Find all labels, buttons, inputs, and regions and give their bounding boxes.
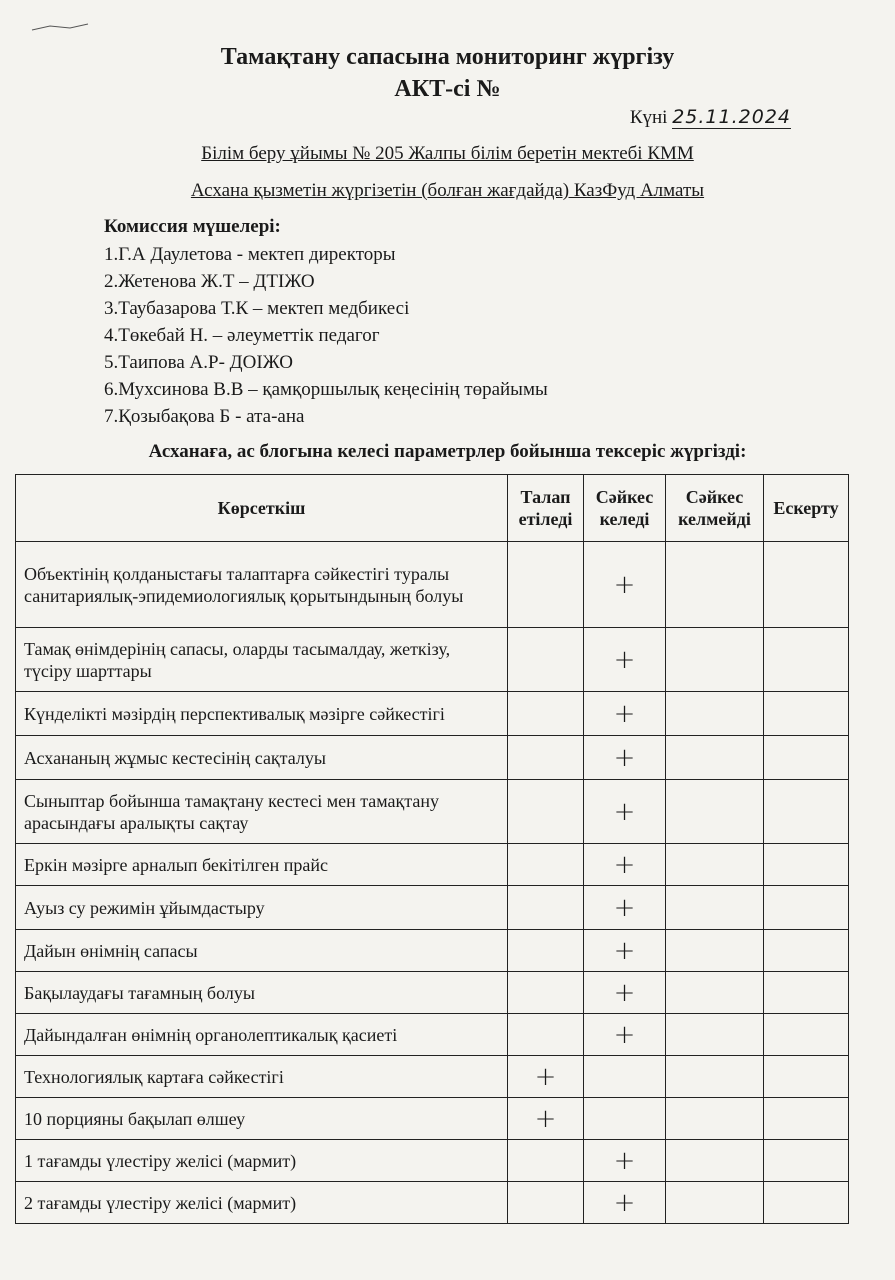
- compliant-cell: [584, 1056, 666, 1098]
- note-cell: [764, 1014, 849, 1056]
- compliant-cell: [584, 930, 666, 972]
- inspection-heading: Асханаға, ас блогына келесі параметрлер бойынша тексеріс жүргізді:: [148, 441, 747, 462]
- compliant-cell: [584, 736, 666, 780]
- table-row: [16, 736, 849, 780]
- commission-member: 2.Жетенова Ж.Т – ДТІЖО: [104, 271, 315, 292]
- compliant-cell: [584, 1140, 666, 1182]
- note-cell: [764, 844, 849, 886]
- required-cell: [508, 1056, 584, 1098]
- compliant-cell: [584, 844, 666, 886]
- handwritten-plus-mark: +: [613, 977, 636, 1008]
- handwritten-plus-mark: +: [613, 569, 636, 600]
- noncompliant-cell: [666, 1098, 764, 1140]
- document-title: Тамақтану сапасына мониторинг жүргізу: [220, 44, 675, 70]
- indicator-label: Объектінің қолданыстағы талаптарға сәйкестігі туралы санитариялық-эпидемиологиялық қорытындының болуы: [16, 542, 508, 628]
- commission-member: 7.Қозыбақова Б - ата-ана: [104, 406, 305, 427]
- noncompliant-cell: [666, 844, 764, 886]
- table-body: [16, 542, 849, 1224]
- required-cell: [508, 692, 584, 736]
- compliant-cell: [584, 886, 666, 930]
- indicator-label: 10 порцияны бақылап өлшеу: [16, 1098, 508, 1140]
- required-cell: [508, 1014, 584, 1056]
- handwritten-plus-mark: +: [613, 935, 636, 966]
- commission-member: 1.Г.А Даулетова - мектеп директоры: [104, 244, 396, 265]
- compliant-cell: [584, 628, 666, 692]
- date-row: [630, 106, 791, 129]
- handwritten-plus-mark: +: [613, 849, 636, 880]
- required-cell: [508, 736, 584, 780]
- compliant-cell: [584, 542, 666, 628]
- table-row: [16, 628, 849, 692]
- required-cell: [508, 844, 584, 886]
- noncompliant-cell: [666, 692, 764, 736]
- note-cell: [764, 736, 849, 780]
- table-row: [16, 542, 849, 628]
- column-header-note: Ескерту: [764, 475, 849, 542]
- compliant-cell: [584, 972, 666, 1014]
- handwritten-plus-mark: +: [613, 742, 636, 773]
- note-cell: [764, 692, 849, 736]
- column-header-indicator: Көрсеткіш: [16, 475, 508, 542]
- required-cell: [508, 1182, 584, 1224]
- table-header-row: [16, 475, 849, 542]
- noncompliant-cell: [666, 628, 764, 692]
- handwritten-plus-mark: +: [613, 1019, 636, 1050]
- canteen-operator: Асхана қызметін жүргізетін (болған жағдайда) КазФуд Алматы: [190, 180, 705, 201]
- noncompliant-cell: [666, 972, 764, 1014]
- compliant-cell: [584, 780, 666, 844]
- pen-scribble-mark: [30, 22, 90, 34]
- date-value: 25.11.2024: [672, 106, 791, 128]
- compliant-cell: [584, 1014, 666, 1056]
- indicator-label: Асхананың жұмыс кестесінің сақталуы: [16, 736, 508, 780]
- table-row: [16, 780, 849, 844]
- commission-members-list: [104, 241, 548, 430]
- handwritten-plus-mark: +: [613, 892, 636, 923]
- handwritten-plus-mark: +: [613, 1145, 636, 1176]
- table-row: [16, 930, 849, 972]
- noncompliant-cell: [666, 930, 764, 972]
- act-number-title: АКТ-сі №: [394, 76, 501, 102]
- noncompliant-cell: [666, 1056, 764, 1098]
- indicator-label: Сыныптар бойынша тамақтану кестесі мен тамақтану арасындағы аралықты сақтау: [16, 780, 508, 844]
- commission-member: 5.Таипова А.Р- ДОІЖО: [104, 352, 293, 373]
- commission-heading: Комиссия мүшелері:: [104, 216, 281, 237]
- column-header-noncompliant: Сәйкес келмейді: [666, 475, 764, 542]
- required-cell: [508, 780, 584, 844]
- noncompliant-cell: [666, 1140, 764, 1182]
- table-row: [16, 1014, 849, 1056]
- indicator-label: 2 тағамды үлестіру желісі (мармит): [16, 1182, 508, 1224]
- table-row: [16, 692, 849, 736]
- handwritten-plus-mark: +: [534, 1061, 557, 1092]
- compliant-cell: [584, 1182, 666, 1224]
- note-cell: [764, 1098, 849, 1140]
- column-header-required: Талап етіледі: [508, 475, 584, 542]
- indicator-label: Бақылаудағы тағамның болуы: [16, 972, 508, 1014]
- handwritten-plus-mark: +: [534, 1103, 557, 1134]
- table-row: [16, 844, 849, 886]
- indicator-label: Дайындалған өнімнің органолептикалық қасиеті: [16, 1014, 508, 1056]
- canteen-line: [0, 180, 895, 202]
- required-cell: [508, 1140, 584, 1182]
- noncompliant-cell: [666, 886, 764, 930]
- note-cell: [764, 1056, 849, 1098]
- noncompliant-cell: [666, 780, 764, 844]
- handwritten-plus-mark: +: [613, 796, 636, 827]
- inspection-table: [15, 474, 849, 1224]
- indicator-label: Дайын өнімнің сапасы: [16, 930, 508, 972]
- noncompliant-cell: [666, 1182, 764, 1224]
- date-label: Күні: [629, 107, 668, 128]
- noncompliant-cell: [666, 736, 764, 780]
- commission-member: 6.Мухсинова В.В – қамқоршылық кеңесінің төрайымы: [104, 379, 548, 400]
- note-cell: [764, 780, 849, 844]
- school-line: [0, 143, 895, 165]
- note-cell: [764, 886, 849, 930]
- table-row: [16, 1140, 849, 1182]
- handwritten-plus-mark: +: [613, 1187, 636, 1218]
- noncompliant-cell: [666, 542, 764, 628]
- indicator-label: 1 тағамды үлестіру желісі (мармит): [16, 1140, 508, 1182]
- required-cell: [508, 972, 584, 1014]
- commission-member: 4.Төкебай Н. – әлеуметтік педагог: [104, 325, 380, 346]
- indicator-label: Еркін мәзірге арналып бекітілген прайс: [16, 844, 508, 886]
- required-cell: [508, 1098, 584, 1140]
- compliant-cell: [584, 1098, 666, 1140]
- table-row: [16, 1182, 849, 1224]
- note-cell: [764, 930, 849, 972]
- compliant-cell: [584, 692, 666, 736]
- required-cell: [508, 886, 584, 930]
- commission-member: 3.Таубазарова Т.К – мектеп медбикесі: [104, 298, 410, 319]
- indicator-label: Технологиялық картаға сәйкестігі: [16, 1056, 508, 1098]
- table-row: [16, 972, 849, 1014]
- required-cell: [508, 628, 584, 692]
- required-cell: [508, 930, 584, 972]
- school-name: Білім беру ұйымы № 205 Жалпы білім беретін мектебі КММ: [201, 143, 694, 164]
- note-cell: [764, 972, 849, 1014]
- note-cell: [764, 1182, 849, 1224]
- column-header-compliant: Сәйкес келеді: [584, 475, 666, 542]
- indicator-label: Күнделікті мәзірдің перспективалық мәзірге сәйкестігі: [16, 692, 508, 736]
- note-cell: [764, 1140, 849, 1182]
- table-row: [16, 1098, 849, 1140]
- indicator-label: Ауыз су режимін ұйымдастыру: [16, 886, 508, 930]
- table-row: [16, 886, 849, 930]
- handwritten-plus-mark: +: [613, 644, 636, 675]
- note-cell: [764, 542, 849, 628]
- noncompliant-cell: [666, 1014, 764, 1056]
- note-cell: [764, 628, 849, 692]
- indicator-label: Тамақ өнімдерінің сапасы, оларды тасымалдау, жеткізу, түсіру шарттары: [16, 628, 508, 692]
- table-row: [16, 1056, 849, 1098]
- handwritten-plus-mark: +: [613, 698, 636, 729]
- required-cell: [508, 542, 584, 628]
